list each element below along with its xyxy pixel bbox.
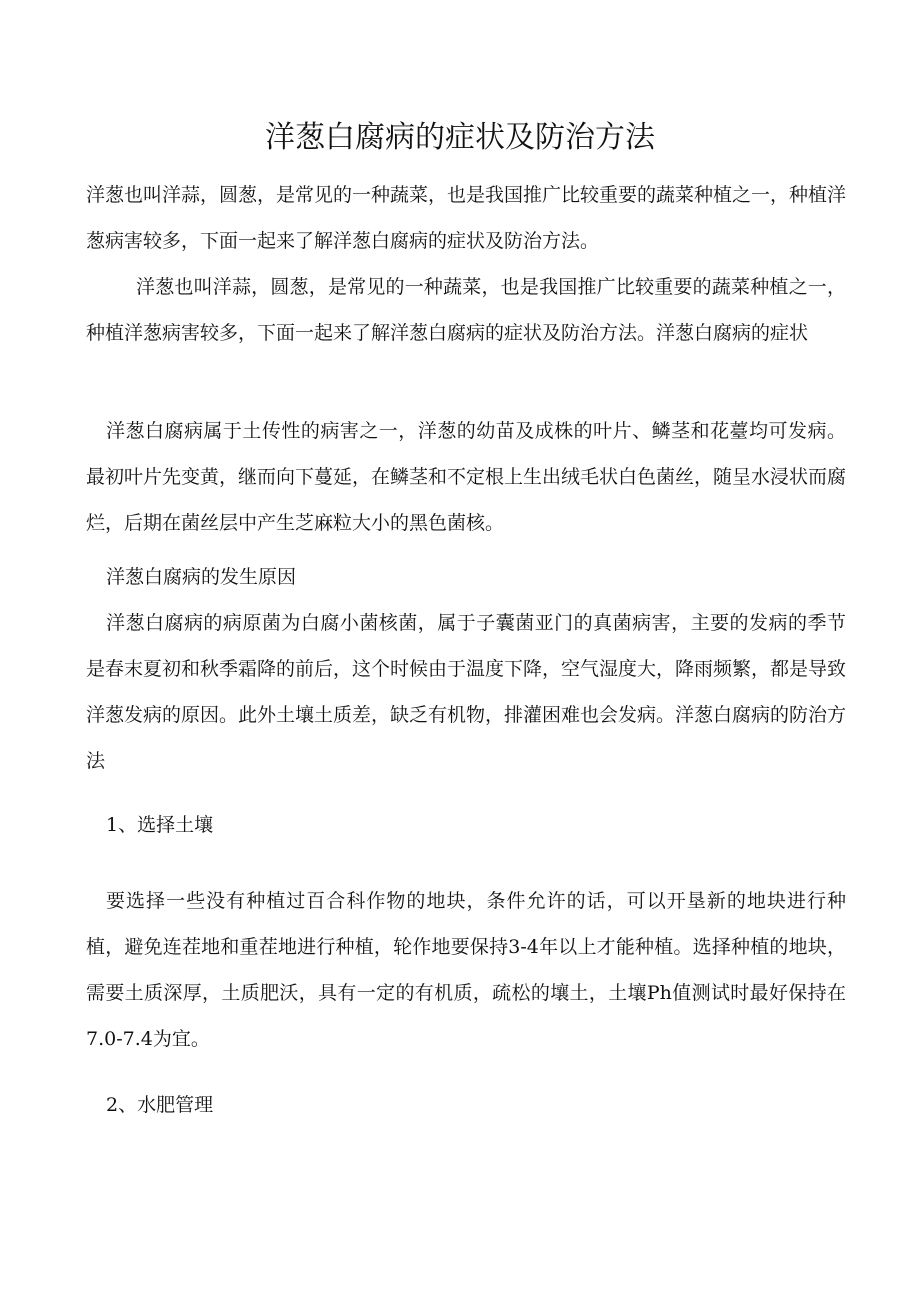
heading-causes: 洋葱白腐病的发生原因	[106, 566, 297, 588]
heading-select-soil: 1、选择土壤	[106, 814, 214, 836]
heading-water-fertilizer: 2、水肥管理	[106, 1094, 214, 1116]
intro-paragraph: 洋葱也叫洋蒜，圆葱，是常见的一种蔬菜，也是我国推广比较重要的蔬菜种植之一，种植洋葱病害较多，下面一起来了解洋葱白腐病的症状及防治方法。	[86, 184, 847, 252]
paragraph-symptoms: 洋葱白腐病属于土传性的病害之一，洋葱的幼苗及成株的叶片、鳞茎和花薹均可发病。最初叶片先变黄，继而向下蔓延，在鳞茎和不定根上生出绒毛状白色菌丝，随呈水浸状而腐烂，后期在菌丝层中产生芝麻粒大小的黑色菌核。	[86, 420, 847, 534]
document-title: 洋葱白腐病的症状及防治方法	[265, 120, 655, 155]
paragraph-repeat-intro: 洋葱也叫洋蒜，圆葱，是常见的一种蔬菜，也是我国推广比较重要的蔬菜种植之一，种植洋葱病害较多，下面一起来了解洋葱白腐病的症状及防治方法。洋葱白腐病的症状	[86, 276, 846, 344]
paragraph-select-soil: 要选择一些没有种植过百合科作物的地块，条件允许的话，可以开垦新的地块进行种植，避免连茬地和重茬地进行种植，轮作地要保持3-4年以上才能种植。选择种植的地块，需要土质深厚，土质肥沃，具有一定的有机质，疏松的壤土，土壤Ph值测试时最好保持在7.0-7.4为宜。	[86, 890, 846, 1050]
paragraph-causes: 洋葱白腐病的病原菌为白腐小菌核菌，属于子囊菌亚门的真菌病害，主要的发病的季节是春末夏初和秋季霜降的前后，这个时候由于温度下降，空气湿度大，降雨频繁，都是导致洋葱发病的原因。此外土壤土质差，缺乏有机物，排灌困难也会发病。洋葱白腐病的防治方法	[86, 612, 847, 772]
